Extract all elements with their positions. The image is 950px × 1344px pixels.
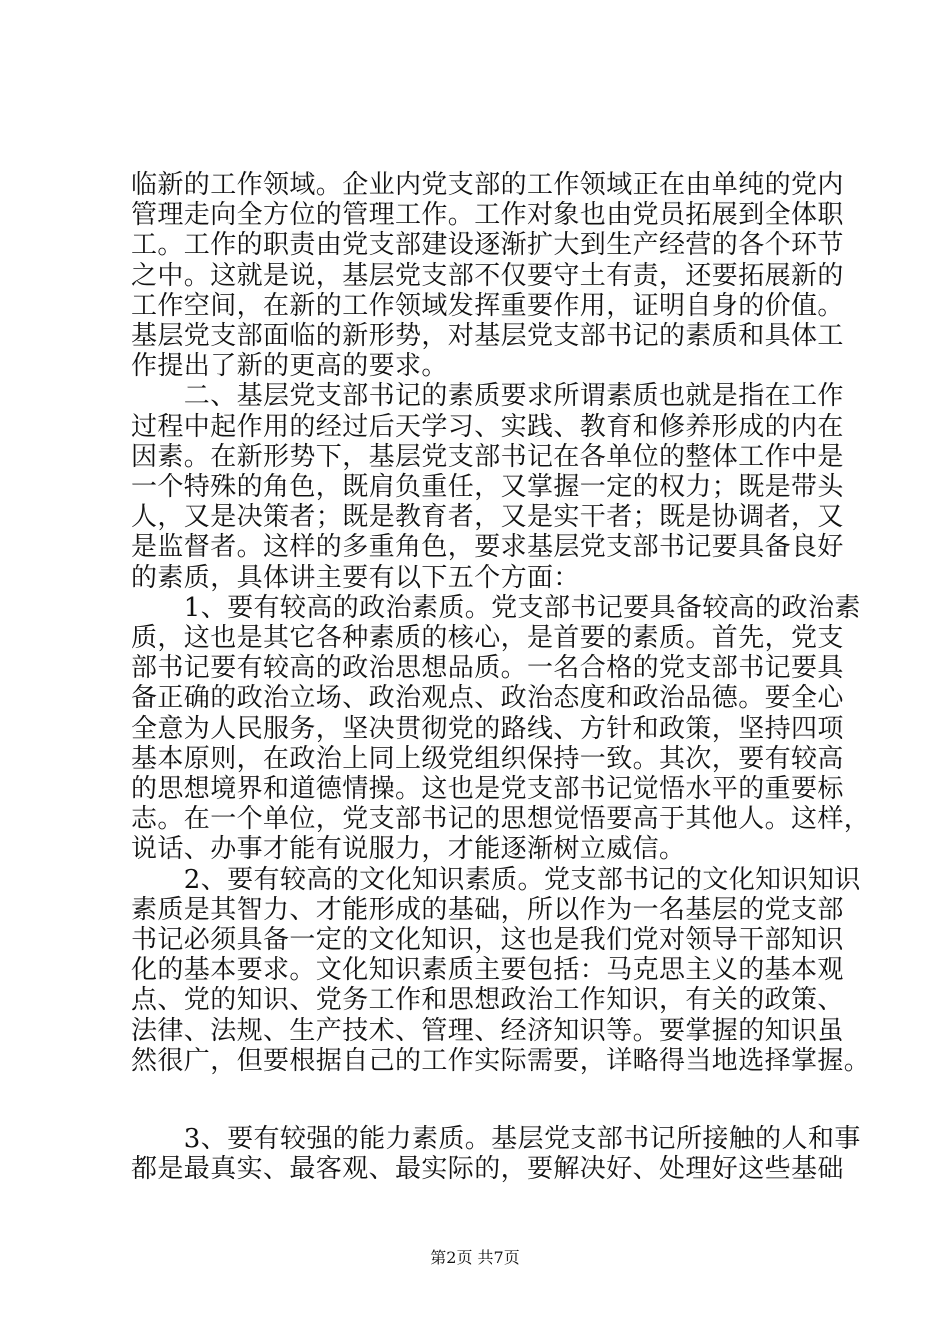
- text-line: 的思想境界和道德情操。这也是党支部书记觉悟水平的重要标: [131, 774, 844, 804]
- text-line: 然很广，但要根据自己的工作实际需要，详略得当地选择掌握。: [131, 1045, 871, 1076]
- text-line: 志。在一个单位，党支部书记的思想觉悟要高于其他人。这样，: [131, 804, 871, 835]
- text-line: 1、要有较高的政治素质。党支部书记要具备较高的政治素: [131, 592, 861, 623]
- text-line: 素质是其智力、才能形成的基础，所以作为一名基层的党支部: [131, 894, 844, 925]
- text-line: 因素。在新形势下，基层党支部书记在各单位的整体工作中是: [131, 441, 844, 472]
- text-line: 作提出了新的更高的要求。: [131, 351, 448, 382]
- text-line: 2、要有较高的文化知识素质。党支部书记的文化知识知识: [131, 864, 861, 895]
- text-line: 临新的工作领域。企业内党支部的工作领域正在由单纯的党内: [131, 170, 844, 200]
- text-line: 3、要有较强的能力素质。基层党支部书记所接触的人和事: [131, 1124, 861, 1155]
- text-line: 工作空间，在新的工作领域发挥重要作用，证明自身的价值。: [131, 290, 844, 321]
- text-line: 说话、办事才能有说服力，才能逐渐树立威信。: [131, 834, 686, 865]
- page-footer: 第2页 共7页: [430, 1248, 520, 1267]
- text-line: 书记必须具备一定的文化知识，这也是我们党对领导干部知识: [131, 925, 844, 955]
- text-line: 管理走向全方位的管理工作。工作对象也由党员拓展到全体职: [131, 200, 844, 231]
- text-line: 工。工作的职责由党支部建设逐渐扩大到生产经营的各个环节: [131, 230, 844, 261]
- text-line: 法律、法规、生产技术、管理、经济知识等。要掌握的知识虽: [131, 1015, 844, 1046]
- text-line: 质，这也是其它各种素质的核心，是首要的素质。首先，党支: [131, 623, 844, 653]
- text-line: 人，又是决策者；既是教育者，又是实干者；既是协调者，又: [131, 502, 844, 533]
- text-line: 基层党支部面临的新形势，对基层党支部书记的素质和具体工: [131, 321, 844, 351]
- text-line: 备正确的政治立场、政治观点、政治态度和政治品德。要全心: [131, 683, 844, 714]
- text-line: 过程中起作用的经过后天学习、实践、教育和修养形成的内在: [131, 411, 844, 442]
- text-line: 基本原则，在政治上同上级党组织保持一致。其次，要有较高: [131, 743, 844, 774]
- text-line: 部书记要有较高的政治思想品质。一名合格的党支部书记要具: [131, 653, 844, 684]
- text-line: 二、基层党支部书记的素质要求所谓素质也就是指在工作: [131, 381, 844, 412]
- text-line: 全意为人民服务，坚决贯彻党的路线、方针和政策，坚持四项: [131, 713, 844, 744]
- text-line: 的素质，具体讲主要有以下五个方面：: [131, 562, 580, 593]
- text-line: 点、党的知识、党务工作和思想政治工作知识，有关的政策、: [131, 985, 844, 1016]
- text-line: 之中。这就是说，基层党支部不仅要守土有责，还要拓展新的: [131, 260, 844, 291]
- text-line: 一个特殊的角色，既肩负重任，又掌握一定的权力；既是带头: [131, 472, 844, 502]
- text-line: 是监督者。这样的多重角色，要求基层党支部书记要具备良好: [131, 532, 844, 563]
- text-line: 都是最真实、最客观、最实际的，要解决好、处理好这些基础: [131, 1154, 844, 1185]
- text-line: 化的基本要求。文化知识素质主要包括：马克思主义的基本观: [131, 955, 844, 986]
